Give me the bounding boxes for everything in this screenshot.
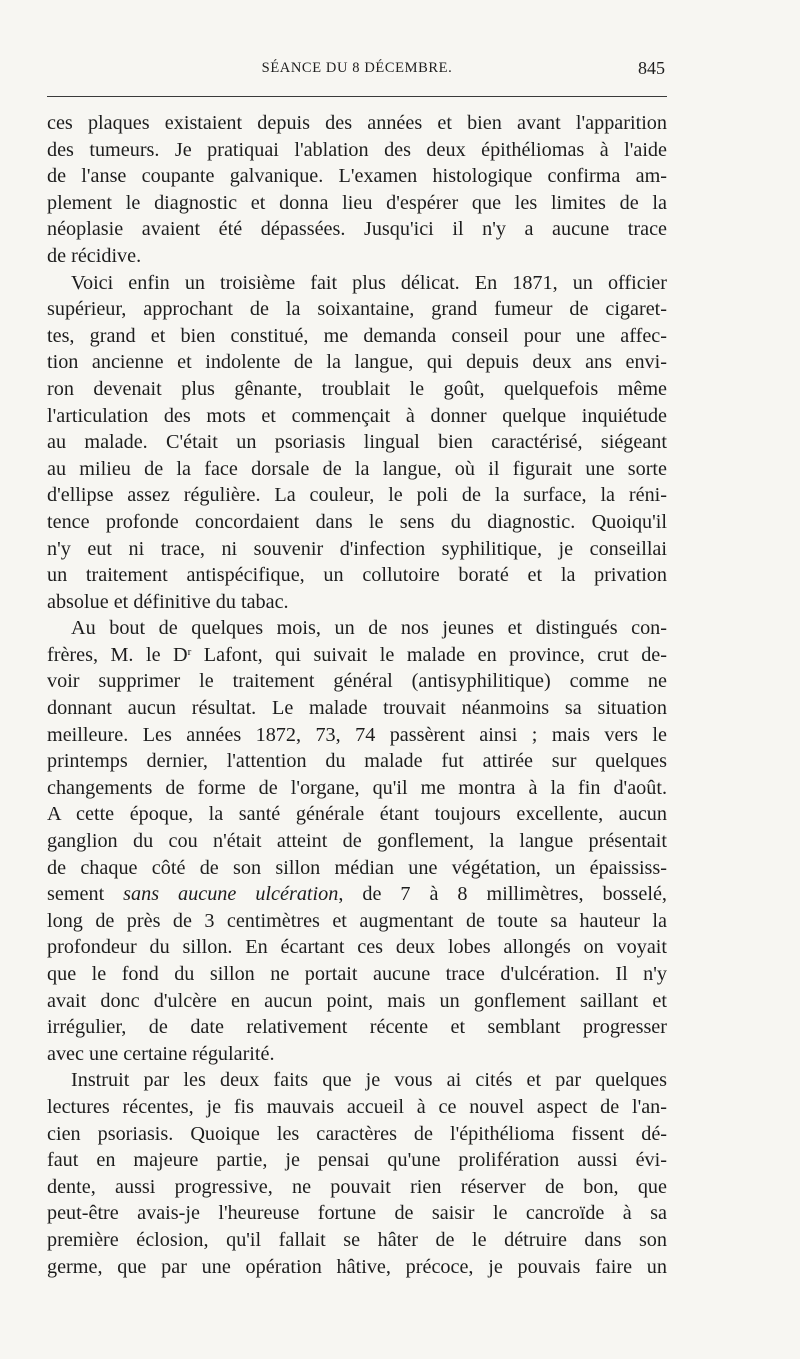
paragraph-2 [47,270,667,616]
text-line [47,642,667,669]
text-line: de l'anse coupante galvanique. L'examen histologique confirma am- [47,165,667,188]
text-line: néoplasie avaient été dépassées. Jusqu'ici il n'y a aucune trace [47,218,667,241]
text-line: ron devenait plus gênante, troublait le goût, quelquefois même [47,377,667,400]
superscript: r [187,645,192,658]
text-line: tion ancienne et indolente de la langue, qui depuis deux ans envi- [47,351,667,374]
text-line: cien psoriasis. Quoique les caractères de l'épithélioma fissent dé- [47,1122,667,1145]
text-line: tence profonde concordaient dans le sens du diagnostic. Quoiqu'il [47,510,667,533]
text-line: un traitement antispécifique, un collutoire boraté et la privation [47,564,667,587]
text-line: plement le diagnostic et donna lieu d'espérer que les limites de la [47,191,667,214]
text-line: d'ellipse assez régulière. La couleur, le poli de la surface, la réni- [47,484,667,507]
text-line: A cette époque, la santé générale étant toujours excellente, aucun [47,803,667,826]
text-line: ces plaques existaient depuis des années et bien avant l'apparition [47,112,667,134]
text-line: meilleure. Les années 1872, 73, 74 passèrent ainsi ; mais vers le [47,723,667,746]
paragraph-1 [47,110,667,270]
text-line: de chaque côté de son sillon médian une végétation, un épaississ- [47,856,667,879]
text-line: Au bout de quelques mois, un de nos jeunes et distingués con- [71,617,667,640]
text-line: Instruit par les deux faits que je vous ai cités et par quelques [71,1069,667,1092]
text-line: supérieur, approchant de la soixantaine, grand fumeur de cigaret- [47,298,667,321]
paragraph-3 [47,615,667,1067]
text-line: faut en majeure partie, je pensai qu'une prolifération aussi évi- [47,1149,667,1172]
text-line: première éclosion, qu'il fallait se hâter de le détruire dans son [47,1228,667,1251]
text-line [47,881,667,908]
italic-phrase: sans aucune ulcération [123,883,339,906]
text-line: donnant aucun résultat. Le malade trouvait néanmoins sa situation [47,697,667,720]
text-line: ganglion du cou n'était atteint de gonflement, la langue présentait [47,830,667,853]
text-line: avec une certaine régularité. [47,1042,275,1065]
paragraph-4 [47,1067,667,1280]
text-line: au milieu de la face dorsale de la langue, où il figurait une sorte [47,457,667,480]
body-text [47,110,667,1280]
text-line: lectures récentes, je fis mauvais accueil à ce nouvel aspect de l'an- [47,1095,667,1118]
text-line: des tumeurs. Je pratiquai l'ablation des deux épithéliomas à l'aide [47,138,667,161]
text-line: que le fond du sillon ne portait aucune trace d'ulcération. Il n'y [47,963,667,985]
text-line: absolue et définitive du tabac. [47,590,289,613]
text-line: au malade. C'était un psoriasis lingual bien caractérisé, siégeant [47,431,667,454]
text-line: dente, aussi progressive, ne pouvait rien réserver de bon, que [47,1175,667,1198]
text-line: de récidive. [47,244,142,267]
text-fragment: frères, M. le D [47,643,188,666]
text-line: avait donc d'ulcère en aucun point, mais un gonflement saillant et [47,989,667,1012]
text-line: l'articulation des mots et commençait à donner quelque inquiétude [47,404,667,427]
text-line: changements de forme de l'organe, qu'il me montra à la fin d'août. [47,776,667,799]
page-header [47,60,667,84]
text-line: profondeur du sillon. En écartant ces deux lobes allongés on voyait [47,936,667,959]
text-line: printemps dernier, l'attention du malade fut attirée sur quelques [47,750,667,773]
text-fragment: Lafont, qui suivait le malade en province, crut de- [191,643,667,666]
header-rule [47,96,667,97]
text-line: germe, que par une opération hâtive, précoce, je pouvais faire un [47,1255,667,1278]
text-line: irrégulier, de date relativement récente et semblant progresser [47,1016,667,1039]
text-fragment: sement [47,883,124,906]
text-line: n'y eut ni trace, ni souvenir d'infection syphilitique, je conseillai [47,537,667,560]
text-line: tes, grand et bien constitué, me demanda conseil pour une affec- [47,324,667,347]
text-line: peut-être avais-je l'heureuse fortune de saisir le cancroïde à sa [47,1202,667,1225]
text-fragment: , de 7 à 8 millimètres, bosselé, [338,883,667,906]
page-number: 845 [638,58,665,78]
running-head: SÉANCE DU 8 DÉCEMBRE. [261,60,453,76]
text-line: long de près de 3 centimètres et augmentant de toute sa hauteur la [47,909,667,932]
text-line: Voici enfin un troisième fait plus délicat. En 1871, un officier [71,271,667,294]
text-line: voir supprimer le traitement général (antisyphilitique) comme ne [47,670,667,693]
